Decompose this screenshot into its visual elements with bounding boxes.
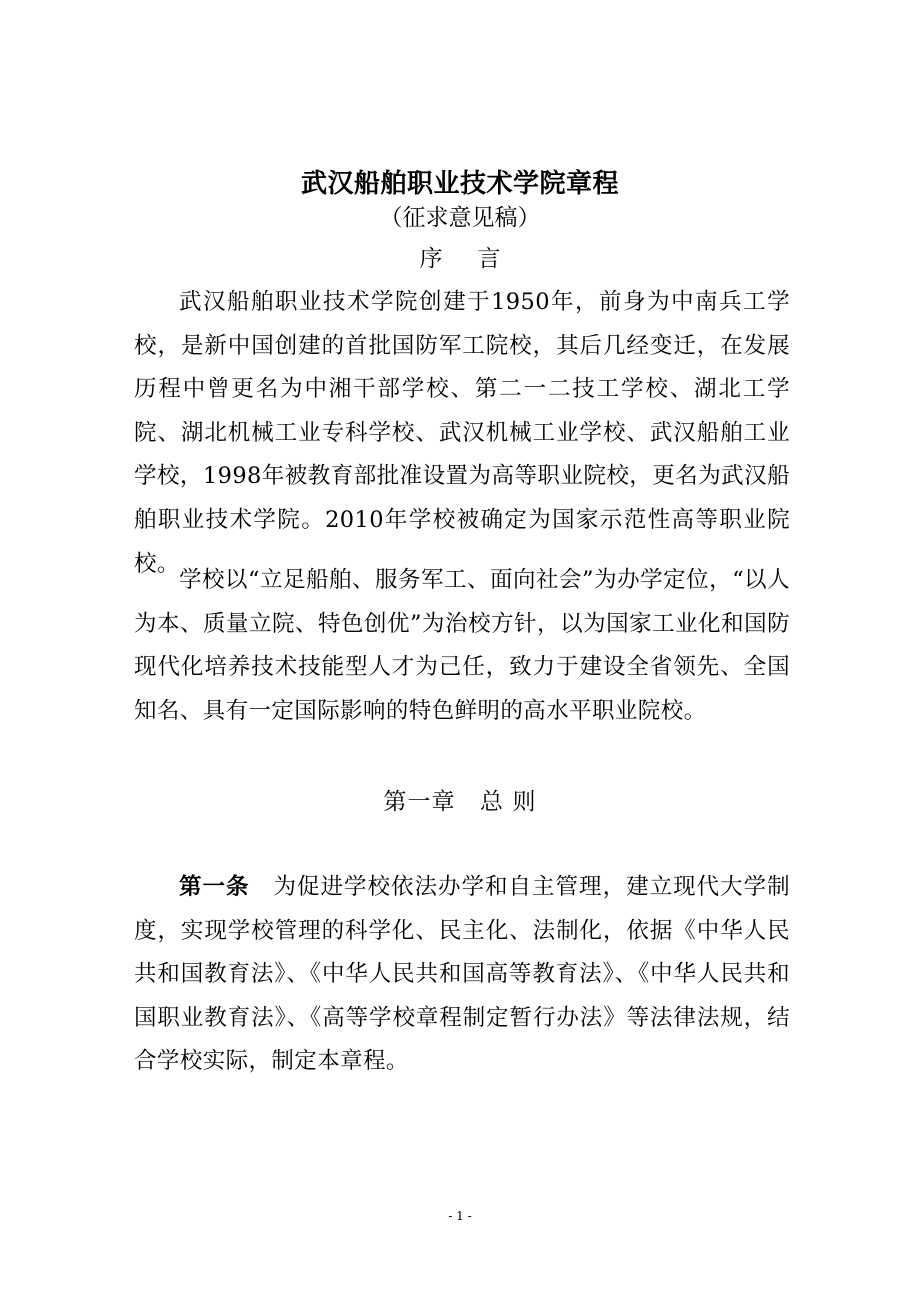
preface-paragraph-1: 武汉船舶职业技术学院创建于1950年，前身为中南兵工学校，是新中国创建的首批国防军工院校，其后几经变迁，在发展历程中曾更名为中湘干部学校、第二一二技工学校、湖北工学院、湖北机械工业专科学校、武汉机械工业学校、武汉船舶工业学校，1998年被教育部批准设置为高等职业院校，更名为武汉船舶职业技术学院。2010年学校被确定为国家示范性高等职业院校。 (134, 289, 790, 577)
page-number: - 1 - (448, 1209, 472, 1223)
article-1-text: 为促进学校依法办学和自主管理，建立现代大学制度，实现学校管理的科学化、民主化、法制化，依据《中华人民共和国教育法》、《中华人民共和国高等教育法》、《中华人民共和国职业教育法》、《高等学校章程制定暂行办法》等法律法规，结合学校实际，制定本章程。 (134, 874, 790, 1075)
preface-heading: 序 言 (419, 246, 515, 272)
article-1 (134, 866, 790, 1084)
article-1-label: 第一条 (179, 874, 250, 900)
preface-paragraph-2: 学校以“立足船舶、服务军工、面向社会”为办学定位，“以人为本、质量立院、特色创优”为治校方针，以为国家工业化和国防现代化培养技术技能型人才为己任，致力于建设全省领先、全国知名、具有一定国际影响的特色鲜明的高水平职业院校。 (134, 567, 790, 724)
document-subtitle: （征求意见稿） (379, 205, 541, 231)
document-title: 武汉船舶职业技术学院章程 (300, 169, 619, 199)
chapter-heading: 第一章 总 则 (383, 789, 537, 815)
